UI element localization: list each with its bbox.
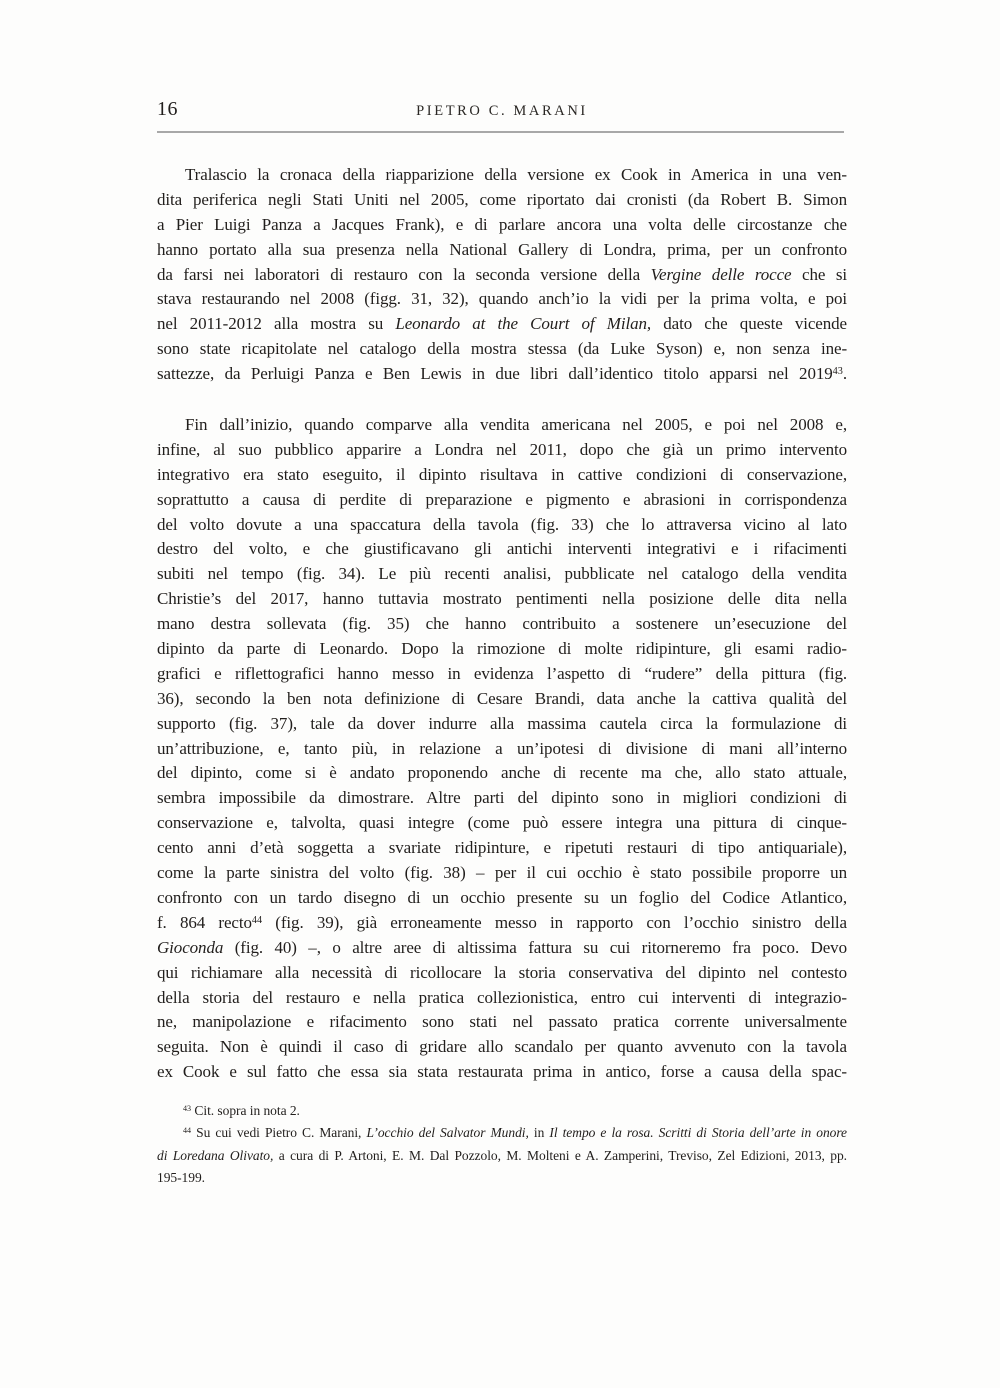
text-run: in	[528, 1125, 550, 1141]
text-run: infine, al suo pubblico apparire a Londra nel 2011, dopo che già un primo intervento	[157, 439, 847, 459]
text-run: dipinto da parte di Leonardo. Dopo la rimozione di molte ridipinture, gli esami radio-	[157, 639, 847, 659]
text-run: cento anni d’età soggetta a svariate ridipinture, e ripetuti restauri di tipo antiquariale),	[157, 838, 847, 858]
text-run: Tralascio la cronaca della riapparizione della versione ex Cook in America in una ven-	[185, 165, 847, 184]
text-run: 36), secondo la ben nota definizione di Cesare Brandi, data anche la cattiva qualità del	[157, 688, 847, 708]
text-line	[157, 362, 847, 387]
running-header: PIETRO C. MARANI	[416, 103, 588, 119]
text-run: stava restaurando nel 2008 (figg. 31, 32), quando anch’io la vidi per la prima volta, e poi	[157, 289, 847, 309]
running-head-row	[157, 98, 847, 124]
text-run: a cura di P. Artoni, E. M. Dal Pozzolo, M. Molteni e A. Zamperini, Treviso, Zel Edizioni, 2013, pp.	[273, 1147, 847, 1163]
text-line	[157, 786, 847, 811]
text-line	[157, 238, 847, 263]
text-run: grafici e riflettografici hanno messo in evidenza l’aspetto di “rudere” della pittura (fig.	[157, 663, 847, 683]
text-line	[157, 961, 847, 986]
text-line	[157, 413, 847, 438]
text-line	[157, 836, 847, 861]
text-line	[157, 612, 847, 637]
text-line	[157, 1167, 847, 1189]
text-run: supporto (fig. 37), tale da dover indurre alla massima cautela circa la formulazione di	[157, 713, 847, 733]
italic-text: Il tempo e la rosa. Scritti di Storia dell’arte in onore	[549, 1125, 847, 1141]
footnote-reference: 44	[251, 914, 263, 926]
text-line	[157, 213, 847, 238]
page-number: 16	[157, 98, 178, 120]
text-line	[157, 712, 847, 737]
text-line	[157, 337, 847, 362]
text-run: ex Cook e sul fatto che essa sia stata restaurata prima in antico, forse a causa della spac-	[157, 1062, 847, 1082]
italic-text: di Loredana Olivato,	[157, 1147, 274, 1163]
header-rule	[157, 131, 844, 133]
text-line	[157, 1060, 847, 1085]
text-run: nel 2011-2012 alla mostra su	[157, 314, 396, 334]
footnote-reference: 43	[832, 366, 843, 378]
text-run: f. 864 recto	[157, 912, 252, 932]
text-line	[157, 886, 847, 911]
text-run: destro del volto, e che giustificavano gli antichi interventi integrativi e i rifacimenti	[157, 539, 847, 559]
footnote-reference: 44	[183, 1126, 192, 1136]
text-run: sattezze, da Perluigi Panza e Ben Lewis in due libri dall’identico titolo apparsi nel 2019	[157, 364, 833, 384]
italic-text: Leonardo at the Court of Milan,	[395, 314, 652, 334]
text-run: del volto dovute a una spaccatura della tavola (fig. 33) che lo attraversa vicino al lato	[157, 514, 847, 534]
text-run: 195-199.	[157, 1169, 205, 1185]
italic-text: L’occhio del Salvator Mundi,	[366, 1125, 529, 1141]
text-line	[157, 263, 847, 288]
text-run: Christie’s del 2017, hanno tuttavia mostrato pentimenti nella posizione delle dita nella	[157, 589, 847, 609]
text-run: Su cui vedi Pietro C. Marani,	[191, 1125, 367, 1141]
text-line	[157, 188, 847, 213]
text-line	[157, 936, 847, 961]
text-run: ne, manipolazione e rifacimento sono stati nel passato pratica corrente universalmente	[157, 1012, 847, 1032]
text-line	[157, 811, 847, 836]
italic-text: Vergine delle rocce	[650, 264, 792, 284]
text-run: confronto con un tardo disegno di un occhio presente su un foglio del Codice Atlantico,	[157, 887, 847, 907]
body-text	[157, 163, 847, 1085]
text-line	[157, 513, 847, 538]
footnote	[157, 1122, 847, 1189]
text-run: sono state ricapitolate nel catalogo della mostra stessa (da Luke Syson) e, non senza ine-	[157, 339, 847, 359]
paragraph	[157, 163, 847, 387]
text-run: (fig. 39), già erroneamente messo in rapporto con l’occhio sinistro della	[262, 912, 847, 932]
text-line	[157, 986, 847, 1011]
text-line	[157, 1010, 847, 1035]
text-line	[157, 637, 847, 662]
text-line	[157, 761, 847, 786]
text-line	[157, 562, 847, 587]
paragraph	[157, 413, 847, 1085]
text-line	[157, 438, 847, 463]
text-line	[157, 312, 847, 337]
text-line	[157, 1100, 847, 1122]
text-run: mano destra sollevata (fig. 35) che hanno contribuito a sostenere un’esecuzione del	[157, 614, 847, 634]
footnotes	[157, 1100, 847, 1189]
text-run: seguita. Non è quindi il caso di gridare allo scandalo per quanto avvenuto con la tavola	[157, 1037, 847, 1057]
text-run: Fin dall’inizio, quando comparve alla vendita americana nel 2005, e poi nel 2008 e,	[185, 415, 847, 435]
italic-text: Gioconda	[157, 937, 224, 957]
footnote-reference: 43	[183, 1104, 192, 1114]
text-line	[157, 463, 847, 488]
text-line	[157, 737, 847, 762]
text-line	[157, 1035, 847, 1060]
text-line	[157, 587, 847, 612]
text-run: un’attribuzione, e, tanto più, in relazione a un’ipotesi di divisione di mani all’interno	[157, 738, 847, 758]
text-line	[157, 687, 847, 712]
text-run: sembra impossibile da dimostrare. Altre parti del dipinto sono in migliori condizioni di	[157, 788, 847, 808]
text-run: che si	[791, 264, 847, 284]
footnote	[157, 1100, 847, 1122]
text-line	[157, 911, 847, 936]
text-line	[157, 861, 847, 886]
text-run: dita periferica negli Stati Uniti nel 2005, come riportato dai cronisti (da Robert B. Simon	[157, 189, 847, 209]
text-run: hanno portato alla sua presenza nella National Gallery di Londra, prima, per un confronto	[157, 239, 847, 259]
text-run: dato che queste vicende	[651, 314, 847, 334]
text-line	[157, 488, 847, 513]
text-line	[157, 662, 847, 687]
text-line	[157, 1122, 847, 1144]
text-line	[157, 163, 847, 188]
text-run: del dipinto, come si è andato proponendo anche di recente ma che, allo stato attuale,	[157, 763, 847, 783]
text-run: .	[842, 364, 847, 384]
text-run: integrativo era stato eseguito, il dipinto risultava in cattive condizioni di conservazione,	[157, 464, 847, 484]
text-run: qui richiamare alla necessità di ricollocare la storia conservativa del dipinto nel contesto	[157, 962, 847, 982]
text-run: Cit. sopra in nota 2.	[191, 1103, 300, 1118]
text-run: conservazione e, talvolta, quasi integre (come può essere integra una pittura di cinque-	[157, 813, 847, 833]
text-run: soprattutto a causa di perdite di preparazione e pigmento e abrasioni in corrispondenza	[157, 489, 847, 509]
text-run: a Pier Luigi Panza a Jacques Frank), e di parlare ancora una volta delle circostanze che	[157, 214, 847, 234]
text-line	[157, 1145, 847, 1167]
text-run: da farsi nei laboratori di restauro con la seconda versione della	[157, 264, 651, 284]
text-run: come la parte sinistra del volto (fig. 38) – per il cui occhio è stato possibile proporre un	[157, 863, 847, 883]
text-line	[157, 287, 847, 312]
text-run: della storia del restauro e nella pratica collezionistica, entro cui interventi di integrazio-	[157, 987, 847, 1007]
text-run: (fig. 40) –, o altre aree di altissima fattura su cui ritorneremo fra poco. Devo	[223, 937, 847, 957]
text-run: subiti nel tempo (fig. 34). Le più recenti analisi, pubblicate nel catalogo della vendita	[157, 564, 847, 584]
text-line	[157, 537, 847, 562]
